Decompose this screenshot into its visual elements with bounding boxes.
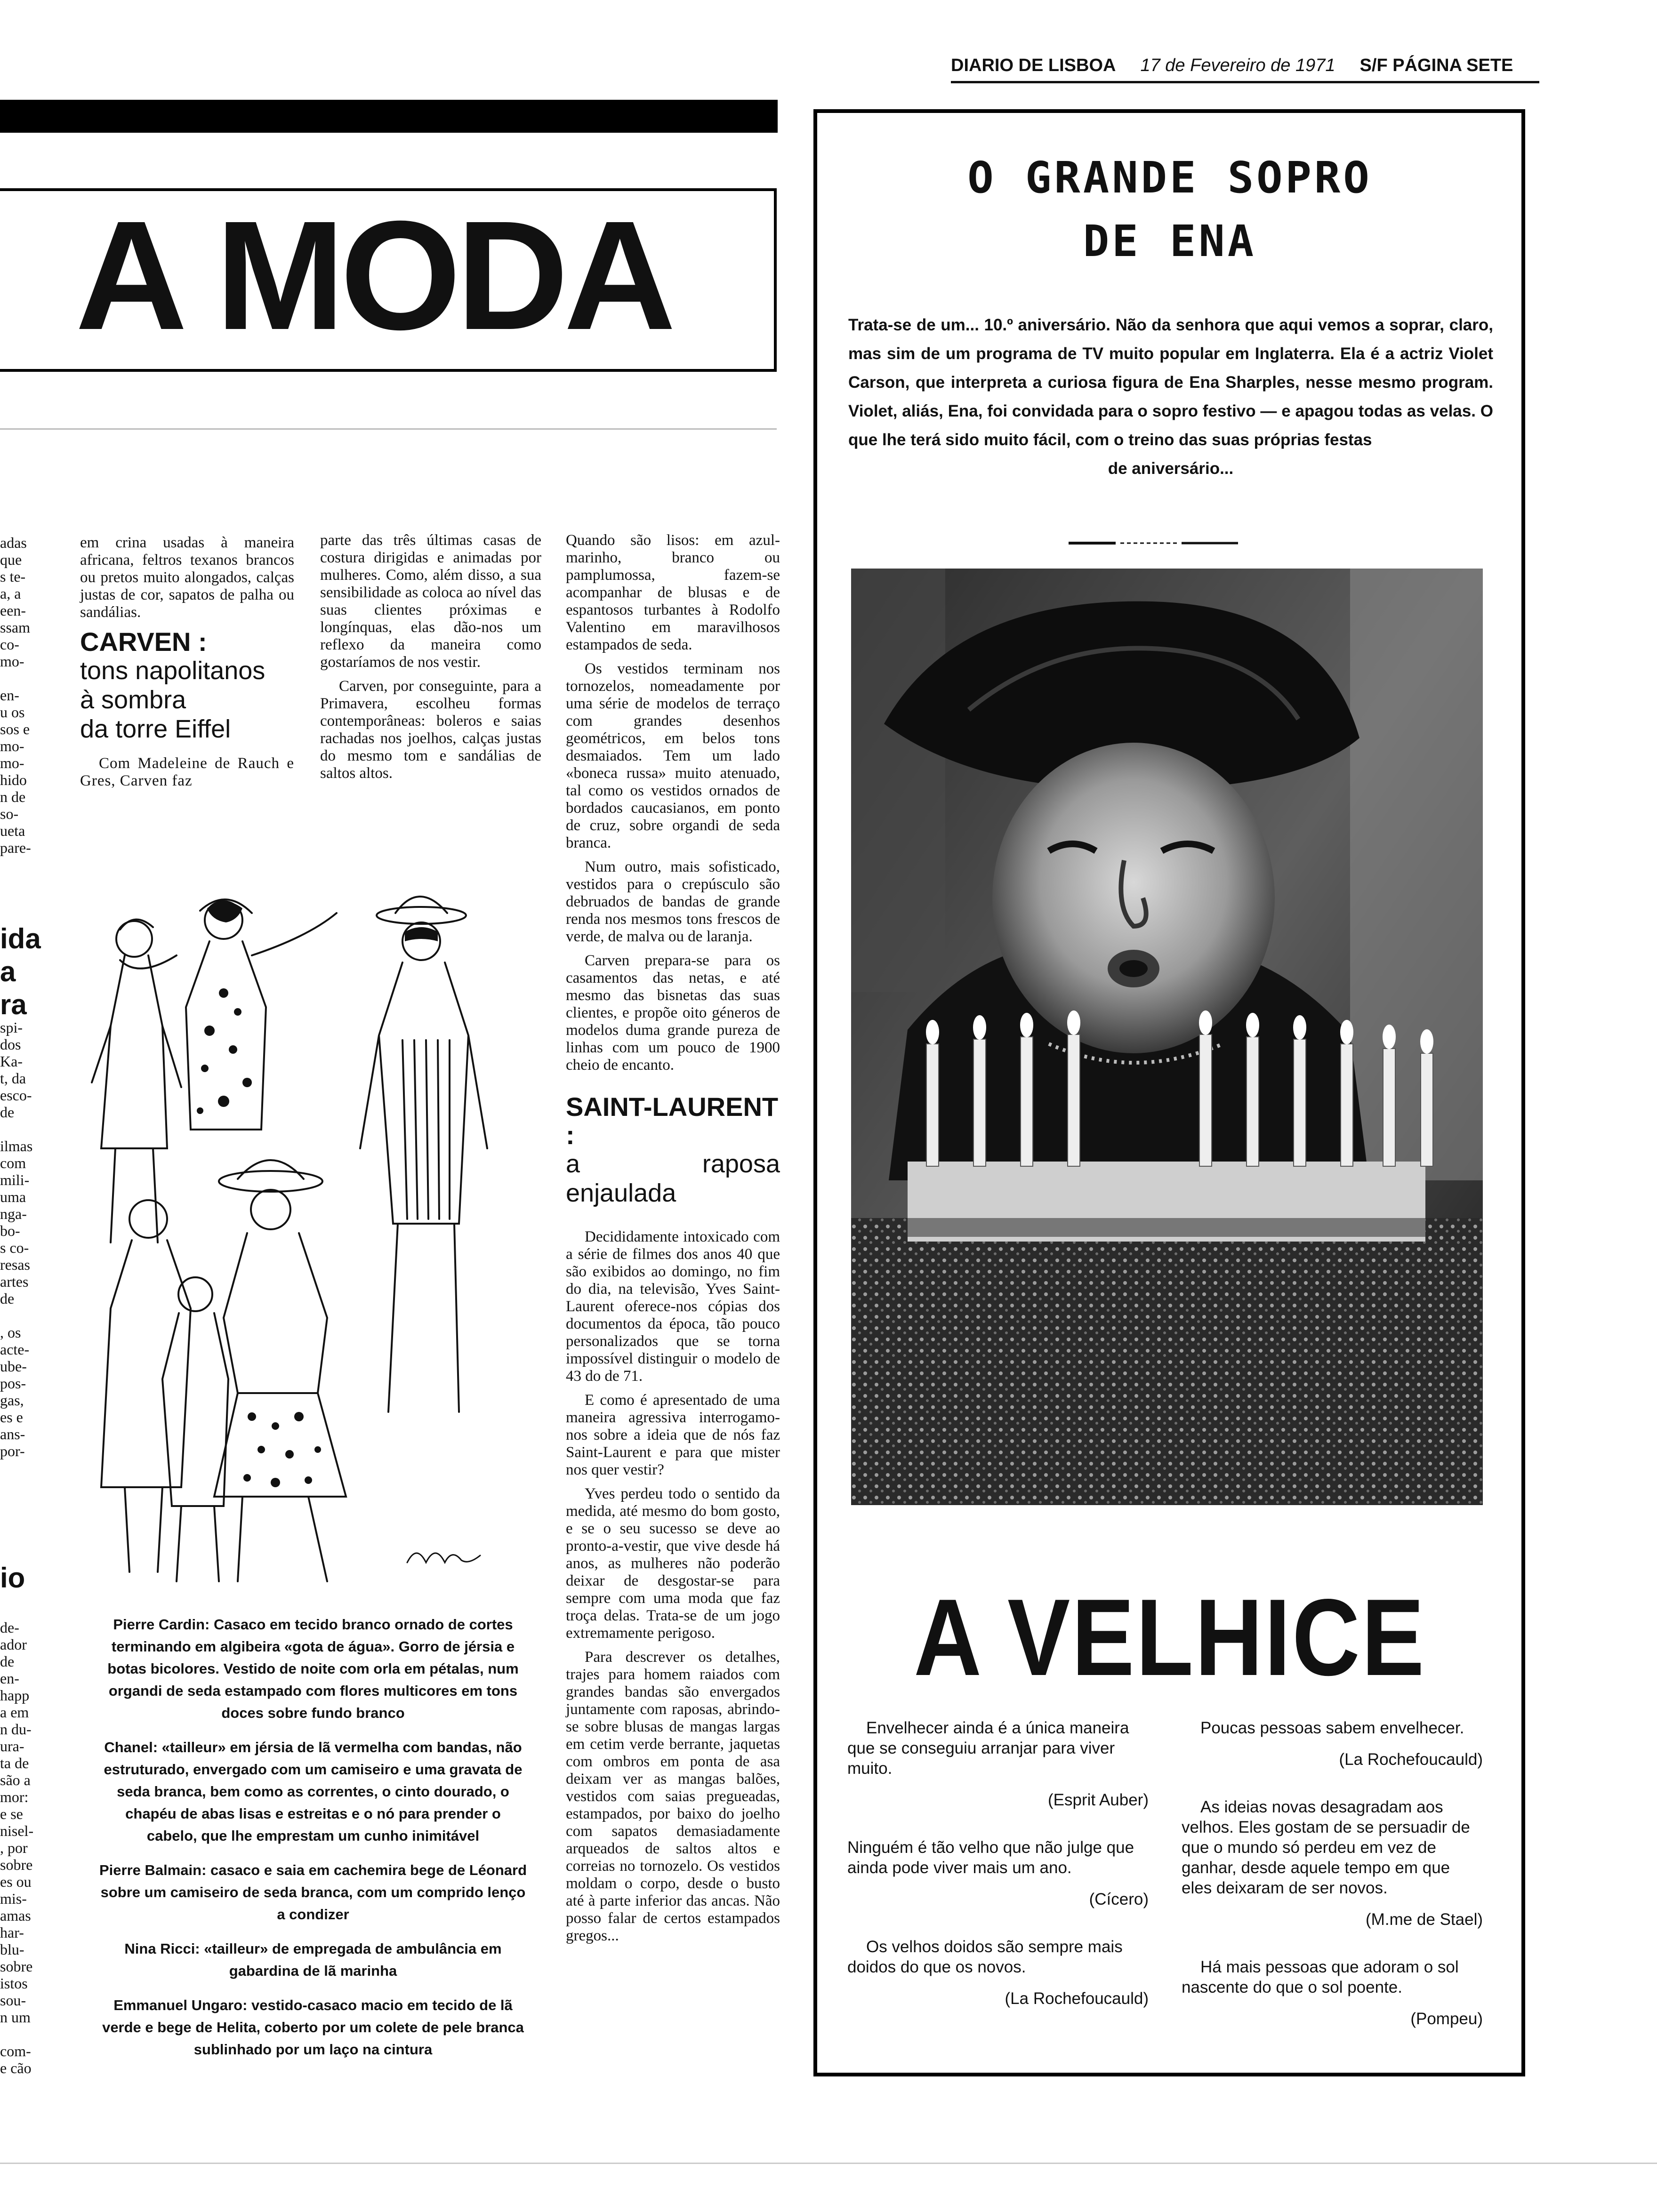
page-number: S/F PÁGINA SETE [1359,56,1513,75]
fashion-illustration [82,885,506,1600]
moda-intro-text: em crina usadas à maneira africana, feltros texanos brancos ou pretos muito alongados, calças justas de cor, sapatos de palha ou sandálias. [80,534,294,621]
left-column-fragment-2 [0,1019,56,1459]
quote-text: Há mais pessoas que adoram o sol nascente do que o sol poente. [1182,1958,1459,1996]
fragment-line: n du- [0,1721,32,1738]
sopro-lead-last-line: de aniversário... [1108,459,1234,478]
fragment-line: ura- [0,1738,24,1755]
fragment-line: en- [0,1670,19,1687]
fragment-line: de [0,1290,15,1307]
fragment-line: , por [0,1839,28,1856]
fragment-line: com- [0,2043,31,2060]
saint-laurent-subhead: a raposa enjaulada [566,1150,780,1207]
caption-ungaro: Emmanuel Ungaro: vestido-casaco macio em tecido de lã verde e bege de Helita, coberto por um colete de pele branca sublinhado por um laço na cintura [102,1997,524,2058]
fragment-line: com [0,1154,26,1171]
fragment-line: ssam [0,619,30,636]
quote-author: (Cícero) [1089,1890,1149,1908]
caption-cardin: Pierre Cardin: Casaco em tecido branco ornado de cortes terminando em algibeira «gota de água». Gorro de jérsia e botas bicolores. Vestido de noite com orla em pétalas, num organdi de seda estampado com flores multicores em tons doces sobre fundo branco [107,1616,519,1721]
carven-paragraph-3: Quando são lisos: em azul-marinho, branco ou pamplumossa, fazem-se acompanhar de blusas e de espantosos turbantes à Rodolfo Valentino em maravilhosos estampados de seda. [566,532,780,653]
fragment-line: são a [0,1771,31,1788]
moda-column-2 [80,534,294,796]
left-fragment-heading [0,922,56,1021]
carven-paragraph-1: parte das três últimas casas de costura dirigidas e animadas por mulheres. Como, além disso, a sua sensibilidade as coloca ao nível das suas clientes próximas e longínquas, elas dão-nos um reflexo da maneira como gostaríamos de nos vestir. [320,532,541,671]
fragment-line: Ka- [0,1053,23,1070]
fragment-line: mor: [0,1788,29,1805]
sopro-lead-body: Trata-se de um... 10.º aniversário. Não da senhora que aqui vemos a soprar, claro, mas sim de um programa de TV muito popular em Inglaterra. Ela é a actriz Violet Carson, que interpreta a curiosa figura de Ena Sharples, nesse mesmo program. Violet, aliás, Ena, foi convidada para o sopro festivo — e apagou todas as velas. O que lhe terá sido muito fácil, com o treino das suas próprias festas [848,316,1493,449]
fragment-line: amas [0,1907,31,1924]
quote-text: Os velhos doidos são sempre mais doidos do que os novos. [847,1938,1123,1976]
fragment-line: uma [0,1188,26,1205]
fragment-line: a [0,956,16,987]
saint-laurent-heading: SAINT-LAURENT : [566,1092,779,1150]
carven-paragraph-6: Carven prepara-se para os casamentos das netas, e até mesmo das bisnetas das suas clientes, e propõe oito géneros de modelos duma grande pureza de linhas com um pouco de 1900 cheio de encanto. [566,952,780,1074]
fragment-line [0,1307,56,1324]
fragment-line: blu- [0,1941,24,1958]
fragment-line: istos [0,1975,28,1992]
fragment-line: esco- [0,1087,32,1104]
fragment-line: hido [0,771,27,788]
fragment-line: pare- [0,839,31,856]
fragment-line [0,2026,56,2043]
fragment-line: ida [0,923,41,954]
saint-laurent-paragraph-1: Decididamente intoxicado com a série de filmes dos anos 40 que são exibidos ao domingo, no fim do dia, na televisão, Yves Saint-Laurent oferece-nos cópias dos documentos da época, tão pouco personalizados que se torna impossível distinguir o modelo de 43 do de 71. [566,1228,780,1385]
quote-text: Envelhecer ainda é a única maneira que se conseguiu arranjar para viver muito. [847,1719,1129,1778]
fragment-line: ilmas [0,1138,33,1154]
fragment-line: mo- [0,737,24,754]
fragment-line: happ [0,1687,30,1704]
fragment-line: sou- [0,1992,26,2009]
sopro-headline-line-1: O GRANDE SOPRO [967,152,1372,203]
saint-laurent-paragraph-3: Yves perdeu todo o sentido da medida, até mesmo do bom gosto, e se o seu sucesso se deve ao pronto-a-vestir, que vive desde há anos, as mulheres não poderão deixar de desgostar-se para sempre com uma moda que faz troça delas. Trata-se de um jogo extremamente perigoso. [566,1485,780,1642]
fragment-line: nisel- [0,1822,34,1839]
fragment-line: een- [0,602,26,619]
section-divider [0,428,777,430]
quote-text: As ideias novas desagradam aos velhos. Eles gostam de se persuadir de que o mundo só perdeu em vez de ganhar, desde aquele tempo em que eles deixaram de ser novos. [1182,1798,1470,1897]
quote-author: (M.me de Stael) [1366,1910,1483,1929]
carven-subhead-3: da torre Eiffel [80,715,231,743]
sopro-headline-line-2: DE ENA [1083,216,1257,266]
fragment-line: dos [0,1036,21,1053]
page-bottom-rule [0,2163,1657,2164]
saint-laurent-paragraph-2: E como é apresentado de uma maneira agressiva interrogamo-nos sobre a ideia que de nós faz Saint-Laurent e para que mister nos quer vestir? [566,1392,780,1478]
masthead-rule [951,81,1539,83]
moda-column-4 [566,532,780,1951]
publication-name: DIARIO DE LISBOA [951,56,1116,75]
fragment-line: n um [0,2009,31,2026]
fragment-line: ador [0,1636,27,1653]
quote-author: (La Rochefoucauld) [1339,1750,1483,1769]
fragment-line: e cão [0,2060,32,2076]
fragment-line: mo- [0,653,24,670]
fragment-line: bo- [0,1222,20,1239]
fragment-line: t, da [0,1070,26,1087]
ornament-rule [1069,540,1238,546]
publication-date: 17 de Fevereiro de 1971 [1140,56,1335,75]
caption-balmain: Pierre Balmain: casaco e saia em cachemira bege de Léonard sobre um camiseiro de seda branca, com um comprido lenço a condizer [99,1862,527,1923]
masthead [951,56,1516,84]
fragment-line: u os [0,704,25,721]
fragment-line [0,1121,56,1138]
fragment-line: mili- [0,1171,30,1188]
fragment-line: a em [0,1704,29,1721]
fragment-line: en- [0,687,19,704]
sopro-headline [828,146,1511,273]
birthday-photo [851,569,1483,1505]
fragment-line: nga- [0,1205,27,1222]
quote-author: (Esprit Auber) [1048,1791,1149,1809]
quote-author: (Pompeu) [1410,2010,1483,2028]
saint-laurent-paragraph-4: Para descrever os detalhes, trajes para homem raiados com grandes bandas são envergados juntamente com raposas, abrindo-se sobre blusas de mangas largas em cetim verde berrante, jaquetas com ombros em ponta de asa deixam ver as mangas balões, vestidos com saias pregueadas, estampados, por baixo do joelho com sapatos demasiadamente arqueados de saltos altos e correias no tornozelo. Os vestidos moldam o corpo, desde o busto até à parte inferior das ancas. Não posso falar de certos estampados gregos... [566,1649,780,1944]
fragment-line: e se [0,1805,23,1822]
carven-heading: CARVEN : [80,627,207,657]
fragment-line: artes [0,1273,29,1290]
carven-subhead-1: tons napolitanos [80,657,265,685]
fragment-line: ra [0,989,27,1020]
caption-chanel: Chanel: «tailleur» em jérsia de lã vermelha com bandas, não estruturado, envergado com um camiseiro e uma gravata de seda branca, bem como as correntes, o cinto dourado, o chapéu de abas lisas e estreitas e o nó para prender o cabelo, que lhe emprestam um cunho inimitável [104,1739,523,1844]
moda-column-3 [320,532,541,789]
fragment-line: adas [0,534,27,551]
fragment-line: har- [0,1924,24,1941]
fragment-line: sos e [0,721,30,737]
moda-headline: A MODA [75,188,671,362]
illustration-captions [99,1613,527,2073]
fragment-line: mis- [0,1890,27,1907]
fragment-line: ueta [0,822,25,839]
left-column-fragment [0,534,56,856]
fragment-line: es e [0,1409,23,1426]
quotes-left-column [847,1718,1149,2036]
quote-author: (La Rochefoucauld) [1005,1989,1149,2008]
fragment-line: , os [0,1324,21,1341]
fragment-line: por- [0,1443,25,1459]
carven-paragraph-2: Carven, por conseguinte, para a Primavera, escolheu formas contemporâneas: boleros e saias rachadas nos joelhos, calças justas do mesmo tom e sandálias de saltos altos. [320,678,541,782]
fragment-line: s co- [0,1239,29,1256]
carven-subhead-2: à sombra [80,686,186,714]
quote-text: Poucas pessoas sabem envelhecer. [1200,1719,1464,1737]
headline-black-bar [0,100,778,133]
fragment-line: sobre [0,1856,33,1873]
sopro-lead-text [848,311,1493,483]
quotes-right-column [1182,1718,1483,2056]
quote-text: Ninguém é tão velho que não julge que ainda pode viver mais um ano. [847,1838,1134,1877]
quote-cicero [847,1837,1149,1909]
fragment-line: spi- [0,1019,23,1036]
fragment-line: gas, [0,1392,24,1409]
fragment-line: acte- [0,1341,30,1358]
fragment-line: es ou [0,1873,32,1890]
fragment-line: a, a [0,585,21,602]
fragment-line: sobre [0,1958,33,1975]
quote-pompeu [1182,1957,1483,2029]
fragment-line [0,670,56,687]
fragment-line: pos- [0,1375,26,1392]
fragment-line: que [0,551,22,568]
fragment-line: s te- [0,568,26,585]
fragment-line: de [0,1104,15,1121]
fragment-line: ta de [0,1755,29,1771]
quote-rochefoucauld [847,1937,1149,2009]
fragment-line: de [0,1653,15,1670]
left-fragment-heading-2 [0,1562,56,1595]
caption-ricci: Nina Ricci: «tailleur» de empregada de ambulância em gabardina de lã marinha [124,1940,502,1979]
fragment-line: so- [0,805,19,822]
carven-text: Com Madeleine de Rauch e Gres, Carven faz [80,755,294,789]
fragment-line: io [0,1562,25,1594]
left-column-fragment-3 [0,1619,56,2076]
quote-rochefoucauld-2 [1182,1718,1483,1770]
quote-auber [847,1718,1149,1810]
fragment-line: ans- [0,1426,25,1443]
fragment-line: mo- [0,754,24,771]
carven-paragraph-5: Num outro, mais sofisticado, vestidos para o crepúsculo são debruados de bandas de grande renda nos mesmos tons frescos de verde, de malva ou de laranja. [566,858,780,945]
fragment-line: n de [0,788,26,805]
fragment-line: co- [0,636,19,653]
velhice-headline: A VELHICE [914,1577,1426,1699]
fragment-line: resas [0,1256,30,1273]
fragment-line: ube- [0,1358,27,1375]
fragment-line: de- [0,1619,19,1636]
carven-paragraph-4: Os vestidos terminam nos tornozelos, nomeadamente por uma série de modelos de terraço com grandes desenhos geométricos, em belos tons desmaiados. Tem um lado «boneca russa» muito atenuado, tal como os vestidos ornados de bordados caucasianos, em ponto de cruz, sobre organdi de seda branca. [566,660,780,851]
quote-stael [1182,1797,1483,1930]
